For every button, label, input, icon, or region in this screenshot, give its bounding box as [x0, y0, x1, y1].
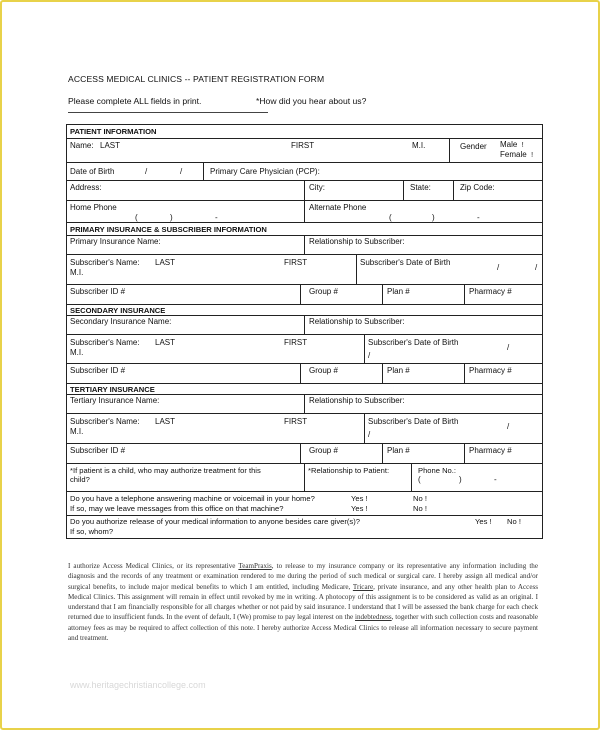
primary-subscriber-row: [67, 255, 542, 285]
secondary-relationship-field[interactable]: Relationship to Subscriber:: [304, 316, 542, 334]
primary-relationship-label: Relationship to Subscriber:: [309, 237, 405, 246]
state-field[interactable]: [403, 181, 453, 200]
whom-question: If so, whom?: [70, 527, 114, 536]
registration-form-table: [66, 124, 543, 539]
zip-field[interactable]: [453, 181, 542, 200]
instruction-text: Please complete ALL fields in print.: [68, 96, 202, 106]
child-authorization-row: [67, 464, 542, 492]
relationship-to-patient-field[interactable]: *Relationship to Patient:: [304, 464, 411, 491]
secondary-plan-field[interactable]: Plan #: [382, 364, 464, 383]
primary-section-header: PRIMARY INSURANCE & SUBSCRIBER INFORMATION: [67, 223, 542, 236]
secondary-ids-row: [67, 364, 542, 384]
secondary-section-header: SECONDARY INSURANCE: [67, 305, 542, 316]
primary-subscriber-name-field[interactable]: Subscriber's Name: LAST FIRST M.I.: [70, 258, 308, 277]
tertiary-plan-field[interactable]: Plan #: [382, 444, 464, 463]
messages-yes-option[interactable]: Yes !: [351, 504, 368, 513]
secondary-subscriber-name-field[interactable]: Subscriber's Name: LAST FIRST M.I.: [70, 338, 308, 357]
primary-insurance-name-label: Primary Insurance Name:: [70, 237, 161, 246]
answering-yes-option[interactable]: Yes !: [351, 494, 368, 503]
home-phone-label: Home Phone: [70, 203, 117, 212]
tertiary-insurance-name-field[interactable]: Tertiary Insurance Name:: [70, 396, 160, 405]
secondary-insurance-name-field[interactable]: Secondary Insurance Name:: [70, 317, 172, 326]
primary-group-field[interactable]: Group #: [300, 285, 382, 304]
tertiary-subscriber-row: [67, 414, 542, 444]
secondary-subscriber-row: [67, 335, 542, 364]
subscriber-name-label: Subscriber's Name:: [70, 258, 140, 267]
secondary-pharmacy-field[interactable]: Pharmacy #: [464, 364, 542, 383]
secondary-subscriber-id-field[interactable]: Subscriber ID #: [70, 366, 126, 375]
primary-pharmacy-field[interactable]: Pharmacy #: [464, 285, 542, 304]
alt-phone-field[interactable]: Alternate Phone ( ) -: [304, 201, 542, 222]
messages-no-option[interactable]: No !: [413, 504, 427, 513]
how-did-you-hear-label: *How did you hear about us?: [256, 96, 367, 106]
secondary-insurance-row: [67, 316, 542, 335]
primary-plan-field[interactable]: Plan #: [382, 285, 464, 304]
answering-no-option[interactable]: No !: [413, 494, 427, 503]
tertiary-group-field[interactable]: Group #: [300, 444, 382, 463]
release-question: Do you authorize release of your medical information to anyone besides care giver(s)?: [70, 517, 360, 526]
home-phone-field[interactable]: Home Phone ( ) -: [70, 203, 218, 222]
primary-ids-row: [67, 285, 542, 305]
authorization-statement: I authorize Access Medical Clinics, or its representative TeamPraxis, to release to my insurance company or its representative any information including the diagnosis and the records of any treatment or examination rendered to me during the period of such medical or surgical care. I hereby assign all medical and/or surgical benefits, to include major medical benefits to which I am entitled, including Medicare, Tricare, private insurance, and any other health plan to Access Medical Clinics. This assignment will remain in effect until revoked by me in writing. A photocopy of this assignment is to be considered as valid as an original. I understand that I am financially responsible for all charges whether or not paid by said insurance. I understand that I will be assessed the bank charge for each check returned due to insufficient funds. In the event of default, I (We) promise to pay legal interest on the indebtedness, together with such collection costs and reasonable attorney fees as may be required to affect collection of this note. I hereby authorize Access Medical Clinics to release all information necessary to secure payment and treatment.: [68, 562, 538, 643]
primary-subscriber-dob-field[interactable]: Subscriber's Date of Birth / /: [356, 255, 542, 284]
dob-label: Date of Birth: [70, 167, 115, 176]
gender-label: Gender: [460, 142, 487, 151]
tertiary-insurance-row: [67, 395, 542, 414]
state-label: State:: [410, 183, 431, 192]
subscriber-dob-label: Subscriber's Date of Birth: [360, 258, 451, 267]
city-label: City:: [309, 183, 325, 192]
name-label: Name:: [70, 141, 94, 150]
zip-label: Zip Code:: [460, 183, 495, 192]
secondary-group-field[interactable]: Group #: [300, 364, 382, 383]
last-label: LAST: [100, 141, 121, 150]
pcp-field[interactable]: [203, 163, 542, 180]
release-no-option[interactable]: No !: [507, 517, 521, 526]
address-row: [67, 181, 542, 201]
alt-phone-label: Alternate Phone: [309, 203, 367, 212]
first-label: FIRST: [291, 141, 315, 150]
male-option[interactable]: Male !: [500, 140, 524, 149]
tertiary-subscriber-dob-field[interactable]: Subscriber's Date of Birth / /: [364, 414, 542, 443]
tertiary-subscriber-id-field[interactable]: Subscriber ID #: [70, 446, 126, 455]
tertiary-ids-row: [67, 444, 542, 464]
teampraxis-link: TeamPraxis: [238, 562, 272, 570]
primary-insurance-name-field[interactable]: [67, 236, 304, 254]
phone-row: [67, 201, 542, 223]
address-field[interactable]: [67, 181, 304, 200]
child-authorizer-field[interactable]: *If patient is a child, who may authorize treatment for this child?: [70, 466, 261, 484]
primary-insurance-row: [67, 236, 542, 255]
tertiary-subscriber-name-field[interactable]: Subscriber's Name: LAST FIRST M.I.: [70, 417, 308, 436]
child-phone-field[interactable]: Phone No.: ( ) -: [411, 464, 542, 491]
gender-field[interactable]: [449, 139, 542, 162]
release-info-row: [67, 516, 542, 538]
address-label: Address:: [70, 183, 102, 192]
patient-name-field[interactable]: [67, 139, 449, 162]
primary-subscriber-id-field[interactable]: Subscriber ID #: [70, 287, 126, 296]
leave-messages-question: If so, may we leave messages from this office on that machine?: [70, 504, 284, 513]
how-did-you-hear-field[interactable]: [68, 112, 268, 113]
primary-relationship-field[interactable]: [304, 236, 542, 254]
tertiary-pharmacy-field[interactable]: Pharmacy #: [464, 444, 542, 463]
mi-label: M.I.: [412, 141, 426, 150]
pcp-label: Primary Care Physician (PCP):: [210, 167, 320, 176]
patient-name-row: [67, 139, 542, 163]
city-field[interactable]: [304, 181, 403, 200]
patient-section-header: PATIENT INFORMATION: [67, 125, 542, 139]
form-title: ACCESS MEDICAL CLINICS -- PATIENT REGISTRATION FORM: [68, 74, 325, 84]
dob-row: [67, 163, 542, 181]
patient-dob-field[interactable]: Date of Birth / /: [70, 167, 183, 176]
answering-machine-question: Do you have a telephone answering machine or voicemail in your home?: [70, 494, 315, 503]
release-yes-option[interactable]: Yes !: [475, 517, 492, 526]
female-option[interactable]: Female !: [500, 150, 534, 159]
watermark: www.heritagechristiancollege.com: [70, 680, 206, 690]
tertiary-relationship-field[interactable]: Relationship to Subscriber:: [304, 395, 542, 413]
answering-machine-row: [67, 492, 542, 516]
tertiary-section-header: TERTIARY INSURANCE: [67, 384, 542, 395]
secondary-subscriber-dob-field[interactable]: Subscriber's Date of Birth / /: [364, 335, 542, 363]
